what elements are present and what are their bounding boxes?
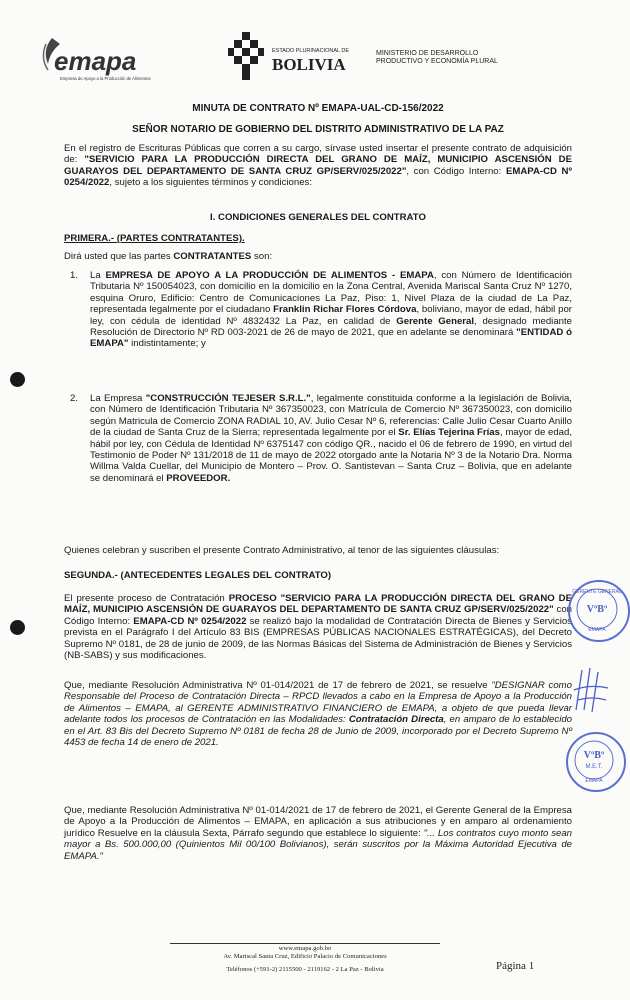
approval-stamp <box>568 580 630 642</box>
notary-heading: SEÑOR NOTARIO DE GOBIERNO DEL DISTRITO ADMINISTRATIVO DE LA PAZ <box>132 124 504 135</box>
signature <box>572 660 610 720</box>
ministerio-line-1: MINISTERIO DE DESARROLLO <box>376 50 479 57</box>
authority-paragraph: Que, mediante Resolución Administrativa Nº 01-014/2021 de 17 de febrero de 2021, el Gerente General de la Empresa de Apoyo a la Producción de Alimentos – EMAPA, en aplicación a sus atribuciones y en amparo al ordenamiento jurídico Resuelve en la cláusula Sexta, Párrafo segundo que establece lo siguiente: "... Los contratos cuyo monto sean mayor a Bs. 500.000,00 (Quinientos Mil 00/100 Bolivianos), serán suscritos por la Máxima Autoridad Ejecutiva de EMAPA." <box>64 805 572 862</box>
footer-address: Av. Mariscal Santa Cruz, Edificio Palacio de Comunicaciones <box>223 953 387 960</box>
svg-text:EMAPA: EMAPA <box>585 778 603 784</box>
binder-hole <box>10 372 25 387</box>
svg-text:GERENTE GENERAL: GERENTE GENERAL <box>572 589 622 595</box>
party-item-proveedor: 2. La Empresa "CONSTRUCCIÓN TEJESER S.R.L.", legalmente constituida conforme a la legislación de Bolivia, con Número de Identificación Tributaria Nº 367350023, con Matrícula de Comercio Nº 367350023, con domicilio según Matricula de Comercio ZONA RADIAL 10, AV. Julio Cesar Nº 6, referencias: Calle Julio Cesar Cuarto Anillo de la ciudad de Santa Cruz de la Sierra; representada legalmente por el Sr. Elías Tejerina Frías, mayor de edad, hábil por ley, con Cédula de Identidad Nº 6375147 con código QR., nacido el 06 de febrero de 1990, en virtud del Testimonio de Poder Nº 131/2018 de 11 de mayo de 2022 otorgado ante la Notaria Nº 3 de la Notario Dra. Norma Willma Valda Cuellar, del Municipio de Montero – Prov. O. Santistevan – Santa Cruz – Bolivia, que en adelante se denominará el PROVEEDOR. <box>70 393 573 484</box>
parties-intro: Dirá usted que las partes CONTRATANTES son: <box>64 251 273 262</box>
bolivia-emblem <box>228 32 368 82</box>
page-number: Página 1 <box>496 960 535 972</box>
letterhead <box>38 28 590 90</box>
svg-text:ESTADO PLURINACIONAL DE: ESTADO PLURINACIONAL DE <box>272 48 350 54</box>
contract-title: MINUTA DE CONTRATO Nº EMAPA-UAL-CD-156/2022 <box>192 103 444 114</box>
approval-stamp <box>566 732 626 792</box>
item-number: 2. <box>70 393 79 404</box>
clause-segunda-heading: SEGUNDA.- (ANTECEDENTES LEGALES DEL CONTRATO) <box>64 570 332 581</box>
parties-closing: Quienes celebran y suscriben el presente Contrato Administrativo, al tenor de las siguientes cláusulas: <box>64 545 500 556</box>
footer-phones: Teléfonos (+591-2) 2115500 - 2119162 - 2 La Paz - Bolivia <box>226 966 384 973</box>
svg-text:VºBº: VºBº <box>583 750 605 761</box>
svg-text:BOLIVIA: BOLIVIA <box>272 55 346 74</box>
svg-text:EMAPA: EMAPA <box>588 627 606 633</box>
svg-text:VºBº: VºBº <box>586 604 608 615</box>
ministerio-label <box>376 50 498 66</box>
legal-background-paragraph: El presente proceso de Contratación PROCESO "SERVICIO PARA LA PRODUCCIÓN DIRECTA DEL GRANO DE MAÍZ, MUNICIPIO ASCENSIÓN DE GUARAYOS DEL DEPARTAMENTO DE SANTA CRUZ GP/SERV/025/2022" con Código Interno: EMAPA-CD Nº 0254/2022 se realizó bajo la modalidad de Contratación Directa de Bienes y Servicios prevista en el Parágrafo I del Artículo 83 BIS (EMPRESAS PÚBLICAS NACIONALES ESTRATÉGICAS), del Decreto Supremo Nº 0181, de 28 de junio de 2009, de las Normas Básicas del Sistema de Administración de Bienes y Servicios (NB-SABS) y sus modificaciones. <box>64 593 573 662</box>
svg-text:emapa: emapa <box>54 46 137 76</box>
intro-paragraph: En el registro de Escrituras Públicas que corren a su cargo, sírvase usted insertar el presente contrato de adquisición de: "SERVICIO PARA LA PRODUCCIÓN DIRECTA DEL GRANO DE MAÍZ, MUNICIPIO ASCENSIÓN DE GUARAYOS DEL DEPARTAMENTO DE SANTA CRUZ GP/SERV/025/2022", con Código Interno: EMAPA-CD Nº 0254/2022, sujeto a los siguientes términos y condiciones: <box>64 143 572 189</box>
emapa-logo <box>38 30 168 86</box>
binder-hole <box>10 620 25 635</box>
resolution-paragraph: Que, mediante Resolución Administrativa Nº 01-014/2021 de 17 de febrero de 2021, se resuelve "DESIGNAR como Responsable del Proceso de Contratación Directa – RPCD llevados a cabo en la Empresa de Apoyo a la Producción de Alimentos – EMAPA, al GERENTE ADMINISTRATIVO FINANCIERO de EMAPA, a objeto de que pueda llevar adelante todos los procesos de Contratación en las Modalidades: Contratación Directa, en amparo de lo establecido en el Art. 83 Bis del Decreto Supremo Nº 0181 de fecha 28 de Junio de 2009, incorporado por el Decreto Supremo Nº 4453 de fecha 14 de enero de 2021. <box>64 680 573 749</box>
party-item-emapa: 1. La EMPRESA DE APOYO A LA PRODUCCIÓN DE ALIMENTOS - EMAPA, con Número de Identificación Tributaria Nº 150054023, con domicilio en la domicilio en la Zona Central, Avenida Mariscal Santa Cruz Nº 1270, esquina Oruro, Edificio: Centro de Comunicaciones La Paz, Piso: 1, Nivel Plaza de la ciudad de La Paz, representada legalmente por el ciudadano Franklin Richar Flores Córdova, boliviano, mayor de edad, hábil por ley, con cédula de identidad Nº 4832432 La Paz, en calidad de Gerente General, designado mediante Resolución de Directorio Nº RD 003-2021 de 26 de mayo de 2021, que en adelante se denominará "ENTIDAD ó EMAPA" indistintamente; y <box>70 270 573 350</box>
svg-text:Empresa de Apoyo a la Producci: Empresa de Apoyo a la Producción de Alimentos <box>60 76 151 81</box>
footer-web: www.emapa.gob.bo <box>278 945 332 952</box>
svg-text:M.E.T.: M.E.T. <box>585 764 603 770</box>
ministerio-line-2: PRODUCTIVO Y ECONOMÍA PLURAL <box>376 58 498 65</box>
clause-primera-heading: PRIMERA.- (PARTES CONTRATANTES). <box>64 233 245 244</box>
section-heading: I. CONDICIONES GENERALES DEL CONTRATO <box>210 212 426 223</box>
footer-divider <box>170 943 440 944</box>
item-number: 1. <box>70 270 79 281</box>
